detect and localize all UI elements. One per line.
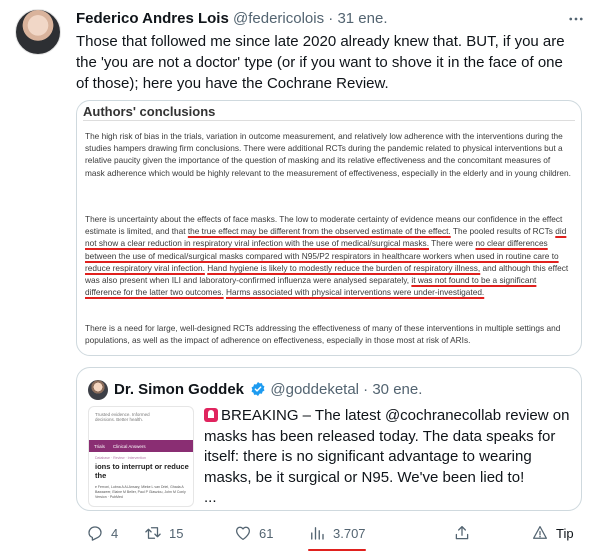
thumbnail-tagline: Trusted evidence. Informed decisions. Better health. bbox=[95, 412, 150, 422]
retweet-count: 15 bbox=[169, 525, 184, 541]
reply-count: 4 bbox=[111, 525, 119, 541]
tweet-header bbox=[76, 10, 387, 28]
tip-label: Tip bbox=[556, 525, 574, 541]
thumbnail-pubmed: PubMed bbox=[109, 495, 123, 499]
thumbnail-authors: e Ferroni, Lubna A Al-Ansary, Mieke L van Driel, Ghada A Bawazeer, Elaine M Beller, Paul P Glasziou, John M Conly Version · PubMed bbox=[95, 485, 186, 499]
thumbnail-nav-clinical: Clinical Answers bbox=[112, 443, 146, 449]
quoted-ellipsis: ... bbox=[204, 489, 217, 507]
quoted-handle: @goddeketal bbox=[270, 381, 359, 398]
views-chart-icon bbox=[308, 524, 326, 542]
quoted-tweet[interactable] bbox=[76, 367, 582, 511]
quoted-author-name: Dr. Simon Goddek bbox=[114, 381, 245, 398]
p2-segment: The pooled results of RCTs bbox=[450, 226, 556, 237]
action-bar bbox=[76, 522, 582, 560]
tweet-text bbox=[76, 31, 576, 94]
views-button[interactable] bbox=[308, 522, 366, 544]
quoted-author-avatar bbox=[88, 380, 108, 400]
quoted-header bbox=[114, 381, 422, 399]
p2-highlight: the true effect may be different from the observed estimate of the effect. bbox=[187, 226, 451, 237]
p2-segment: and although this effect was also present when ILI and laboratory-confirmed influenza were analysed separately, bbox=[85, 262, 569, 286]
p2-highlight: Harms associated with physical interventions were under-investigated. bbox=[225, 287, 485, 298]
p2-highlight: Hand hygiene is likely to modestly reduce the burden of respiratory illness, bbox=[207, 262, 481, 273]
quoted-text bbox=[204, 406, 574, 509]
reply-icon bbox=[86, 524, 104, 542]
like-button[interactable] bbox=[234, 522, 273, 544]
author-handle[interactable]: @federicolois bbox=[232, 10, 325, 27]
retweet-icon bbox=[144, 524, 162, 542]
tweet-date[interactable]: 31 ene. bbox=[337, 10, 388, 27]
p2-segment: There were bbox=[429, 238, 476, 249]
p2-highlight: did not show a clear reduction in respiratory viral infection with the use of medical/surgical masks. bbox=[85, 226, 567, 249]
thumbnail-breadcrumb: Database · Review · Intervention bbox=[95, 456, 146, 460]
quoted-thumbnail bbox=[88, 406, 194, 507]
p2-highlight: no clear differences between the use of medical/surgical masks compared with N95/P2 respirators in healthcare workers when used in routine care to reduce respiratory viral infection. bbox=[85, 238, 559, 273]
image-divider bbox=[83, 120, 575, 121]
heart-icon bbox=[234, 524, 252, 542]
siren-emoji-icon bbox=[204, 408, 218, 422]
attached-image[interactable] bbox=[76, 100, 582, 356]
share-icon bbox=[453, 524, 471, 542]
quoted-date: 30 ene. bbox=[372, 381, 423, 398]
p2-highlight: it was not found to be a significant difference for the latter two outcomes. bbox=[85, 275, 537, 298]
tip-icon bbox=[531, 524, 549, 542]
share-button[interactable] bbox=[453, 522, 471, 544]
header-separator: · bbox=[328, 10, 334, 27]
like-count: 61 bbox=[259, 525, 274, 541]
thumbnail-title: ions to interrupt or reduce the bbox=[95, 462, 189, 480]
quoted-separator: · bbox=[363, 381, 369, 398]
retweet-button[interactable] bbox=[144, 522, 183, 544]
image-heading: Authors' conclusions bbox=[83, 104, 216, 119]
reply-button[interactable] bbox=[86, 522, 118, 544]
p2-segment: There is uncertainty about the effects of face masks. The low to moderate certainty of evidence means our confidence in the effect estimate is limited, and that bbox=[85, 214, 563, 237]
image-paragraph-2 bbox=[85, 213, 571, 298]
verified-badge-icon bbox=[250, 381, 266, 397]
author-name[interactable]: Federico Andres Lois bbox=[76, 10, 229, 27]
views-count: 3.707 bbox=[333, 525, 366, 541]
tip-button[interactable] bbox=[531, 522, 574, 544]
image-paragraph-1: The high risk of bias in the trials, variation in outcome measurement, and relatively low adherence with the interventions during the studies hampers drawing firm conclusions. There were additional RCTs during the pandemic related to physical interventions but a relative paucity given the importance of the question of masking and its relative effectiveness and the concomitant measures of mask adherence which would be highly relevant to the measurement of effectiveness, especially in the elderly and in young children. bbox=[85, 131, 571, 178]
more-icon[interactable] bbox=[566, 10, 586, 28]
author-avatar[interactable] bbox=[15, 9, 61, 55]
quoted-text-content: BREAKING – The latest @cochranecollab review on masks has been released today. The data speaks for itself: there is no significant advantage to wearing masks, be it surgical or N95. We've been lied to! bbox=[204, 407, 570, 486]
thumbnail-authors-text: e Ferroni, Lubna A Al-Ansary, Mieke L van Driel, Ghada A Bawazeer, Elaine M Beller, Paul P Glasziou, John M Conly bbox=[95, 485, 186, 494]
image-paragraph-3: There is a need for large, well-designed RCTs addressing the effectiveness of many of these interventions in multiple settings and populations, as well as the impact of adherence on effectiveness, especially in those most at risk of ARIs. bbox=[85, 323, 561, 346]
thumbnail-version: Version bbox=[95, 495, 107, 499]
thumbnail-navbar bbox=[89, 440, 193, 452]
tweet-text-content: Those that followed me since late 2020 already knew that. BUT, if you are the 'you are not a doctor' type (or if you want to shove it in the face of one of those); here you have the Cochrane Review. bbox=[76, 33, 565, 92]
thumbnail-nav-trials: Trials bbox=[94, 443, 105, 449]
